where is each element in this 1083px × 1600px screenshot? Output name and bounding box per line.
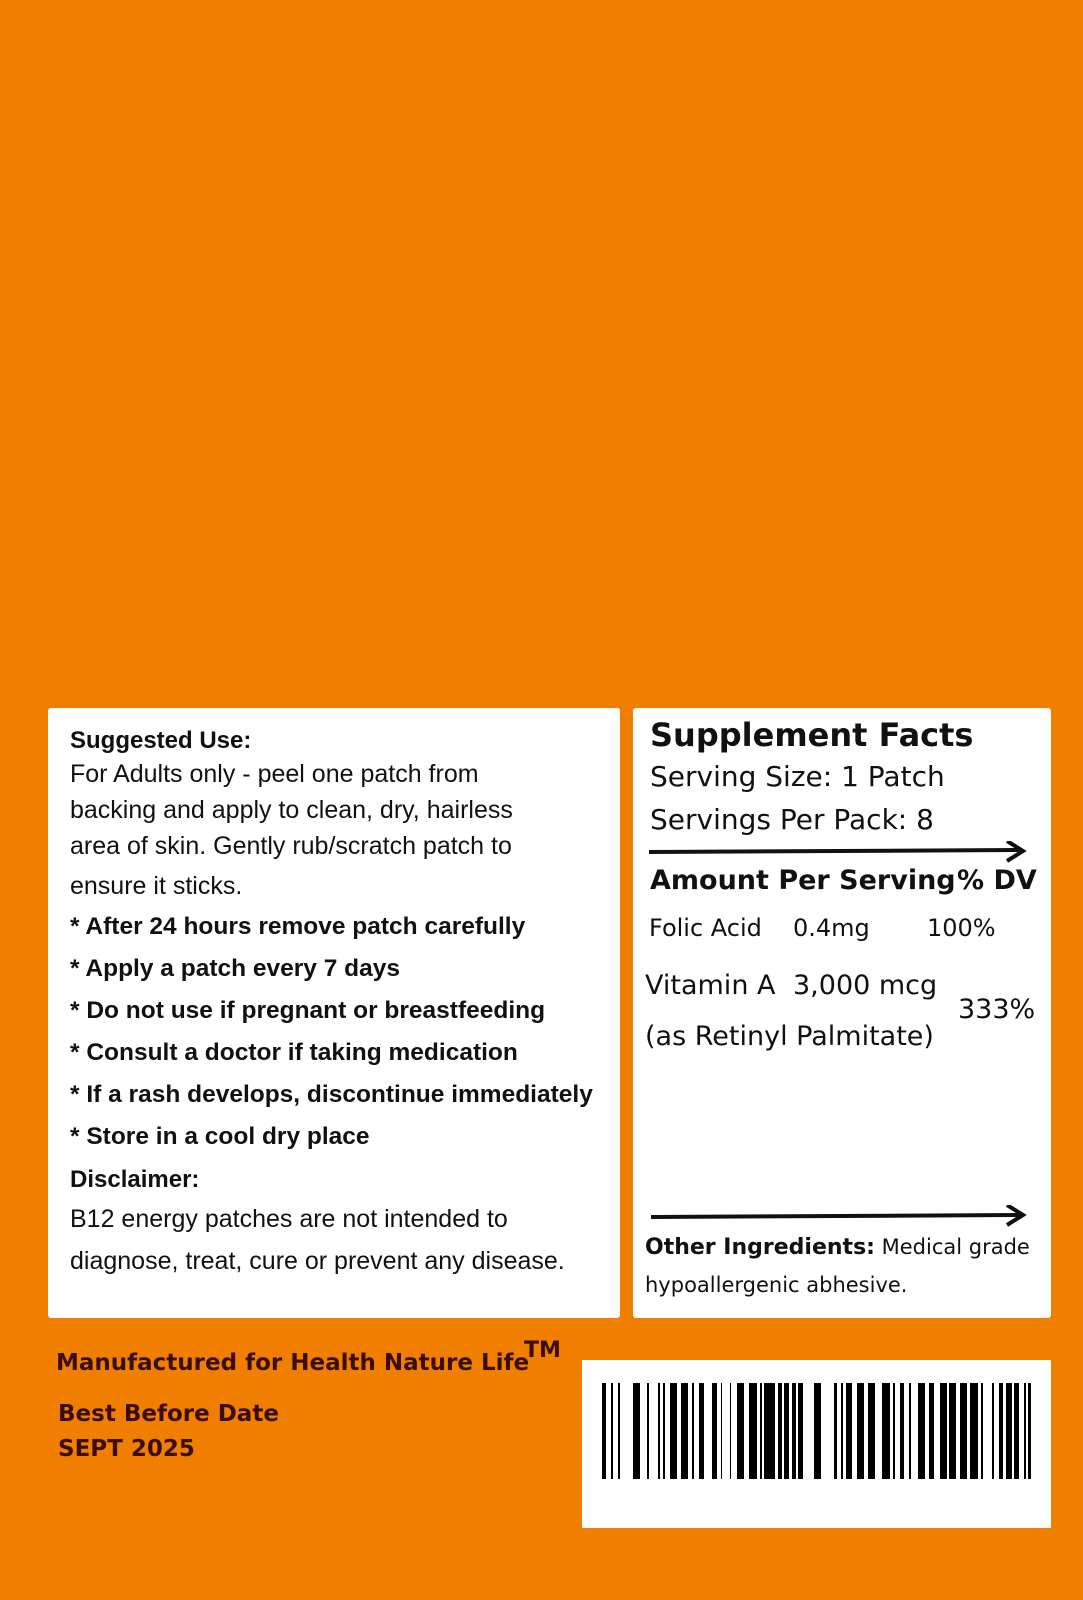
suggested-use-line: For Adults only - peel one patch from: [70, 760, 479, 788]
serving-size: Serving Size: 1 Patch: [650, 760, 945, 793]
usage-bullet: * Consult a doctor if taking medication: [70, 1039, 518, 1066]
manufacturer-text: Manufactured for Health Nature Life: [56, 1350, 530, 1376]
nutrient-dv: 100%: [927, 914, 996, 942]
suggested-use-line: backing and apply to clean, dry, hairless: [70, 796, 513, 824]
other-ingredients-label: Other Ingredients:: [645, 1235, 875, 1260]
barcode-space: [620, 1383, 633, 1479]
disclaimer-line: B12 energy patches are not intended to: [70, 1205, 508, 1233]
barcode-bar: [857, 1383, 864, 1479]
nutrient-amount: 3,000 mcg: [793, 970, 938, 1001]
servings-per-pack: Servings Per Pack: 8: [650, 803, 934, 836]
barcode-space: [821, 1383, 834, 1479]
nutrient-amount: 0.4mg: [793, 914, 870, 942]
suggested-use-panel: [48, 708, 620, 1318]
barcode-space: [911, 1383, 918, 1479]
disclaimer-line: diagnose, treat, cure or prevent any disease.: [70, 1247, 565, 1275]
amount-per-serving-header: Amount Per Serving: [650, 865, 956, 896]
barcode-bar: [940, 1383, 947, 1479]
barcode-bar: [868, 1383, 875, 1479]
barcode-space: [640, 1383, 647, 1479]
other-ingredients: [645, 1235, 1030, 1260]
barcode-space: [704, 1383, 711, 1479]
supplement-facts-panel: [633, 708, 1051, 1318]
usage-bullet: * Store in a cool dry place: [70, 1123, 370, 1150]
suggested-use-line: ensure it sticks.: [70, 872, 243, 900]
barcode-bar: [633, 1383, 640, 1479]
nutrient-source: (as Retinyl Palmitate): [645, 1021, 934, 1052]
barcode-bar: [749, 1383, 756, 1479]
barcode-space: [983, 1383, 992, 1479]
barcode-bar: [737, 1383, 744, 1479]
suggested-use-heading: Suggested Use:: [70, 727, 252, 754]
best-before-label: Best Before Date: [58, 1401, 279, 1427]
usage-bullet-list: [70, 906, 620, 1158]
barcode-bar: [670, 1383, 677, 1479]
disclaimer-heading: Disclaimer:: [70, 1166, 200, 1193]
barcode: [602, 1383, 1032, 1479]
barcode-bar: [949, 1383, 956, 1479]
barcode-bar: [960, 1383, 967, 1479]
trademark-mark: TM: [524, 1338, 561, 1363]
barcode-bar: [918, 1383, 925, 1479]
barcode-space: [722, 1383, 729, 1479]
other-ingredients-value: Medical grade: [874, 1235, 1030, 1259]
usage-bullet: * After 24 hours remove patch carefully: [70, 913, 526, 940]
barcode-bar: [681, 1383, 688, 1479]
best-before-date: SEPT 2025: [58, 1436, 195, 1462]
other-ingredients-value-cont: hypoallergenic abhesive.: [645, 1273, 908, 1297]
supplement-facts-title: Supplement Facts: [650, 716, 974, 754]
usage-bullet: * Do not use if pregnant or breastfeeding: [70, 997, 546, 1024]
barcode-panel: [582, 1360, 1051, 1528]
barcode-bar: [1028, 1383, 1032, 1479]
divider-arrow-icon: [647, 841, 1029, 863]
barcode-space: [875, 1383, 882, 1479]
barcode-bar: [764, 1383, 775, 1479]
barcode-bar: [814, 1383, 821, 1479]
nutrient-dv: 333%: [958, 994, 1036, 1025]
barcode-space: [649, 1383, 658, 1479]
nutrient-name: Vitamin A: [645, 970, 776, 1001]
barcode-bar: [970, 1383, 977, 1479]
nutrient-name: Folic Acid: [649, 914, 762, 942]
barcode-space: [803, 1383, 814, 1479]
barcode-bar: [882, 1383, 889, 1479]
suggested-use-line: area of skin. Gently rub/scratch patch to: [70, 832, 512, 860]
usage-bullet: * If a rash develops, discontinue immediately: [70, 1081, 593, 1108]
usage-bullet: * Apply a patch every 7 days: [70, 955, 400, 982]
divider-arrow-icon: [647, 1205, 1029, 1227]
daily-value-header: % DV: [957, 865, 1037, 896]
